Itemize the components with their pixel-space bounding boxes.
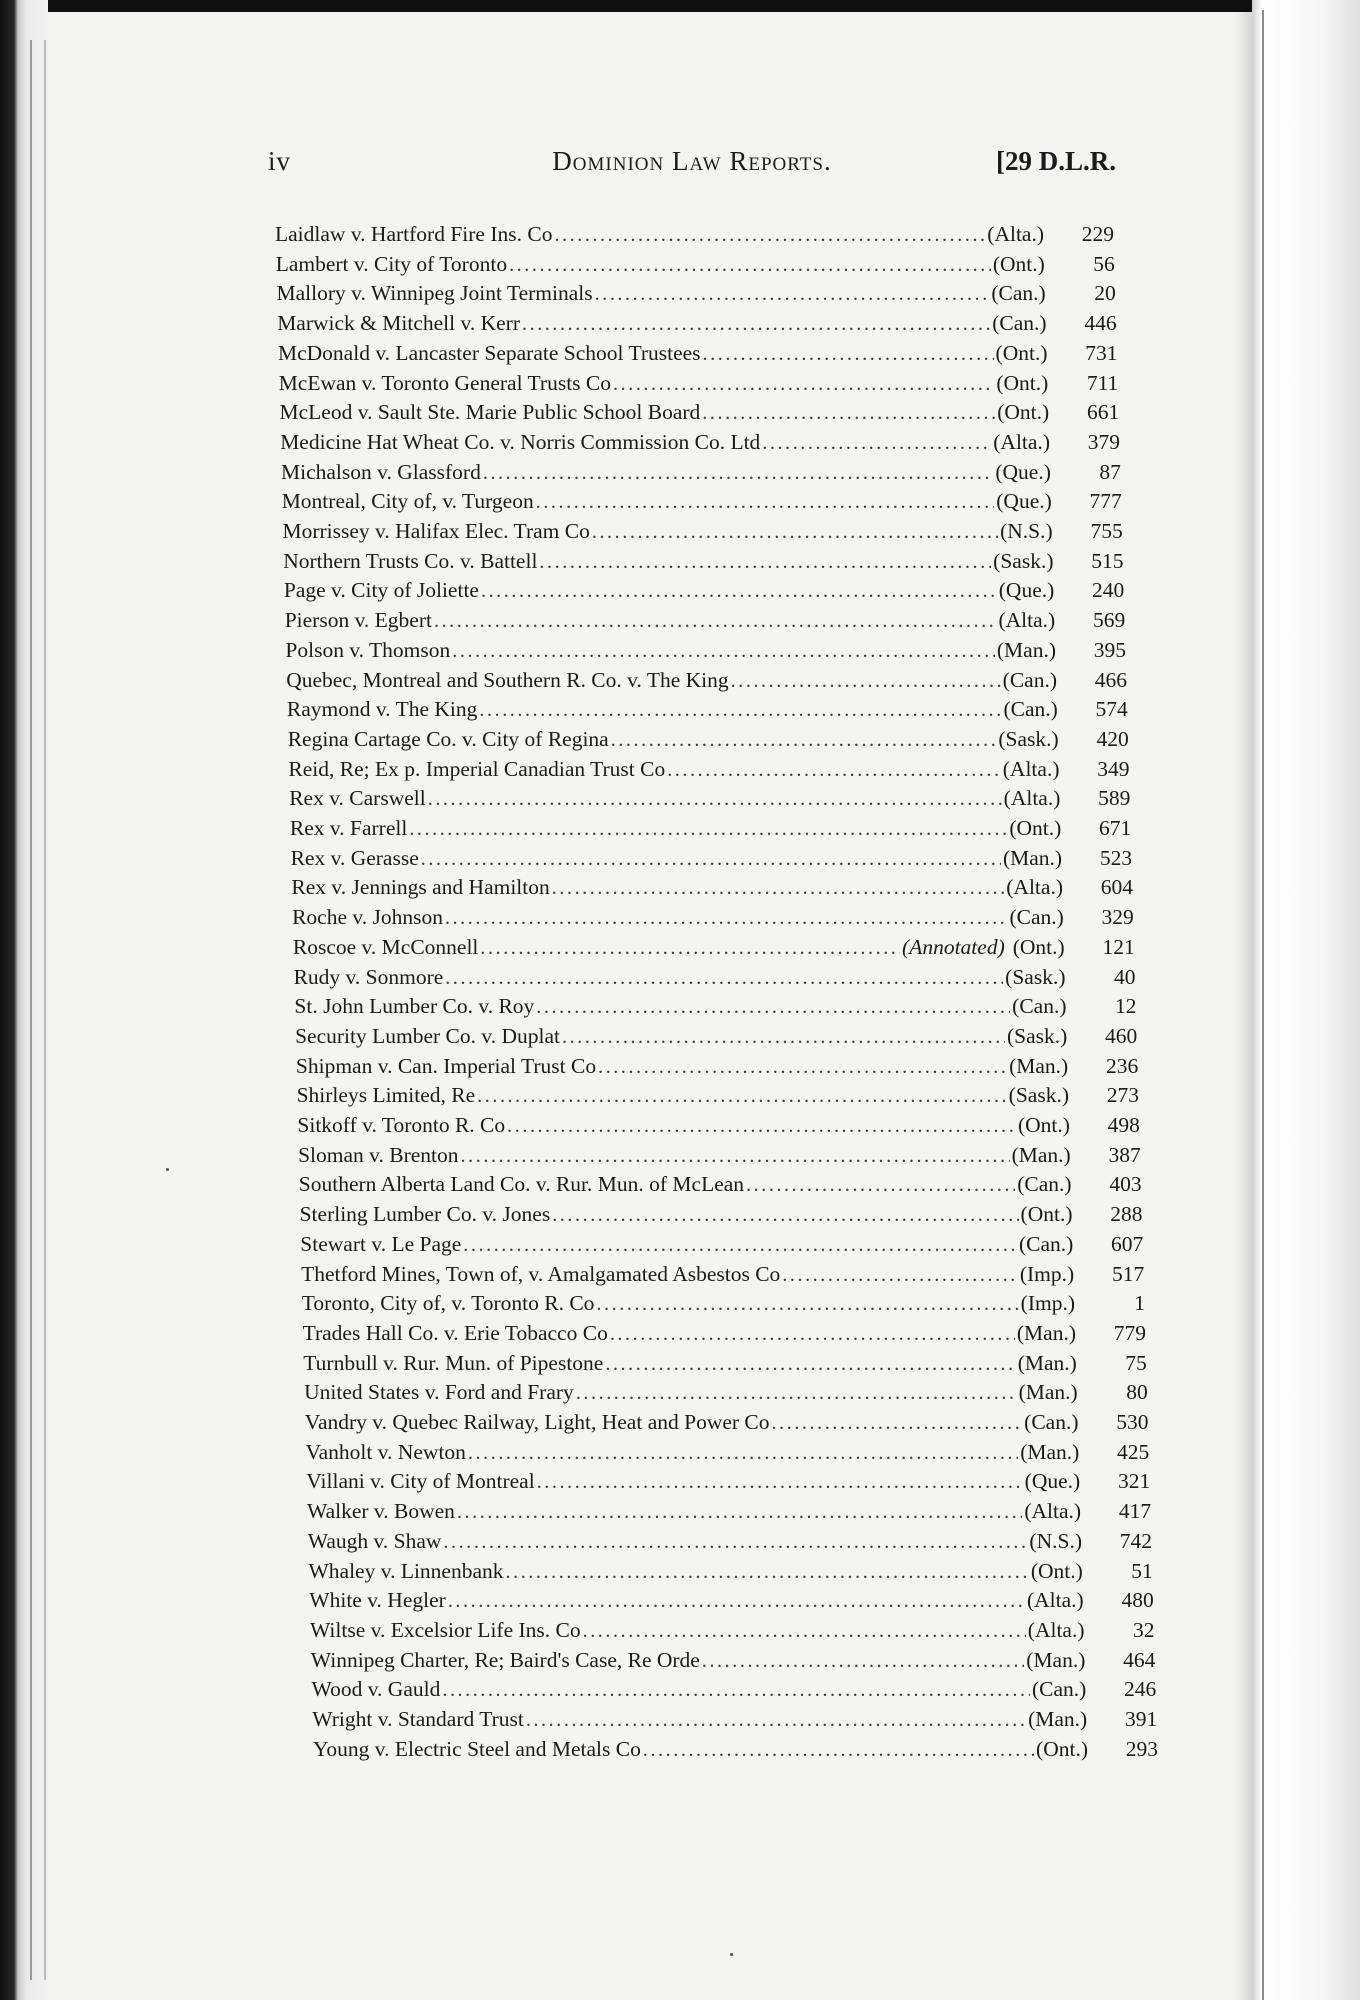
table-row <box>300 1230 1143 1258</box>
page-number: iv <box>268 146 292 176</box>
court-abbreviation: (Que.) <box>996 489 1052 514</box>
report-page-number: 569 <box>1092 608 1126 633</box>
case-name: Regina Cartage Co. v. City of Regina <box>287 726 609 751</box>
report-page-number: 236 <box>1105 1053 1139 1078</box>
table-row <box>278 339 1118 367</box>
volume-label: [29 D.L.R. <box>996 146 1116 176</box>
court-abbreviation: (Imp.) <box>1020 1291 1075 1316</box>
court-abbreviation: (Alta.) <box>1006 875 1063 900</box>
court-abbreviation: (Ont.) <box>1030 1558 1083 1583</box>
court-abbreviation: (Alta.) <box>998 608 1056 633</box>
report-page-number: 742 <box>1119 1528 1152 1553</box>
report-page-number: 604 <box>1100 875 1133 900</box>
case-name: Trades Hall Co. v. Erie Tobacco Co <box>302 1320 608 1345</box>
report-page-number: 574 <box>1095 697 1128 722</box>
case-name: Security Lumber Co. v. Duplat <box>295 1023 561 1048</box>
report-page-number: 240 <box>1092 578 1125 603</box>
dot-leader <box>409 815 1007 843</box>
report-page-number: 671 <box>1099 816 1132 840</box>
dot-leader <box>703 340 994 368</box>
report-page-number: 498 <box>1107 1113 1140 1137</box>
table-row <box>291 873 1133 901</box>
court-abbreviation: (N.S.) <box>1029 1528 1082 1553</box>
dot-leader <box>468 1439 1018 1467</box>
table-row <box>285 636 1126 664</box>
report-page-number: 417 <box>1118 1499 1152 1524</box>
dot-leader <box>442 1676 1030 1704</box>
court-abbreviation: (Alta.) <box>993 429 1050 454</box>
report-page-number: 530 <box>1116 1410 1149 1434</box>
dot-leader <box>552 874 1005 902</box>
report-page-number: 75 <box>1125 1350 1147 1375</box>
dot-leader <box>746 1171 1015 1199</box>
court-abbreviation: (Sask.) <box>1006 1023 1068 1048</box>
dot-leader <box>583 1617 1026 1645</box>
dot-leader <box>772 1409 1023 1437</box>
case-name: Quebec, Montreal and Southern R. Co. v. The King <box>286 667 729 692</box>
case-name: McDonald v. Lancaster Separate School Trustees <box>278 340 701 365</box>
court-abbreviation: (Man.) <box>1018 1380 1078 1405</box>
court-abbreviation: (Ont.) <box>992 251 1045 276</box>
dot-leader <box>461 1142 1010 1170</box>
table-row <box>299 1170 1142 1198</box>
table-row <box>298 1141 1141 1169</box>
report-page-number: 391 <box>1124 1707 1158 1731</box>
dot-leader <box>507 1112 1016 1140</box>
report-page-number: 480 <box>1121 1588 1154 1613</box>
table-row <box>279 369 1119 397</box>
dot-leader <box>598 1053 1007 1081</box>
table-row <box>313 1735 1158 1763</box>
scan-speck <box>166 1168 169 1171</box>
dot-leader <box>526 1706 1026 1734</box>
dot-leader <box>477 1082 1007 1110</box>
case-name: Shipman v. Can. Imperial Trust Co <box>295 1053 597 1078</box>
dot-leader <box>643 1736 1034 1764</box>
table-row <box>301 1260 1144 1288</box>
report-page-number: 464 <box>1123 1647 1156 1672</box>
court-abbreviation: (Imp.) <box>1019 1261 1075 1286</box>
dot-leader <box>448 1587 1025 1615</box>
report-page-number: 466 <box>1094 667 1127 692</box>
court-abbreviation: (Man.) <box>1017 1350 1077 1375</box>
court-abbreviation: (Can.) <box>1017 1172 1072 1197</box>
report-page-number: 321 <box>1117 1469 1151 1494</box>
case-name: St. John Lumber Co. v. Roy <box>294 994 535 1019</box>
court-abbreviation: (Que.) <box>1024 1469 1081 1494</box>
case-name: Thetford Mines, Town of, v. Amalgamated Asbestos Co <box>301 1261 781 1286</box>
court-abbreviation: (Sask.) <box>1008 1083 1069 1108</box>
table-row <box>311 1646 1156 1674</box>
dot-leader <box>731 667 1001 695</box>
case-name: Morrissey v. Halifax Elec. Tram Co <box>282 519 590 543</box>
report-page-number: 446 <box>1084 311 1117 336</box>
dot-leader <box>428 785 1002 813</box>
case-name: Reid, Re; Ex p. Imperial Canadian Trust Co <box>288 756 666 781</box>
case-name: Walker v. Bowen <box>307 1499 455 1524</box>
case-name: White v. Hegler <box>309 1588 446 1613</box>
table-row <box>305 1408 1149 1436</box>
report-page-number: 711 <box>1086 370 1119 395</box>
table-row <box>289 784 1130 812</box>
report-page-number: 403 <box>1109 1172 1142 1197</box>
table-row <box>280 398 1120 426</box>
court-abbreviation: (Ont.) <box>995 340 1048 365</box>
report-page-number: 121 <box>1102 934 1135 959</box>
table-row <box>308 1527 1152 1555</box>
case-name: Sterling Lumber Co. v. Jones <box>299 1202 551 1227</box>
report-page-number: 1 <box>1134 1291 1145 1316</box>
report-page-number: 607 <box>1111 1231 1144 1256</box>
court-abbreviation: (Can.) <box>1018 1231 1074 1256</box>
report-page-number: 755 <box>1090 519 1123 543</box>
table-row <box>304 1378 1148 1406</box>
report-page-number: 387 <box>1108 1142 1141 1167</box>
court-abbreviation: (Alta.) <box>1003 786 1061 811</box>
case-name: Wood v. Gauld <box>311 1677 441 1702</box>
table-row <box>309 1557 1153 1585</box>
case-name: Southern Alberta Land Co. v. Rur. Mun. of McLean <box>298 1172 745 1197</box>
table-row <box>312 1705 1157 1733</box>
report-page-number: 517 <box>1111 1261 1145 1286</box>
court-abbreviation: (Alta.) <box>1002 756 1060 781</box>
case-name: Roche v. Johnson <box>292 905 443 930</box>
report-page-number: 32 <box>1133 1617 1155 1642</box>
case-name: Waugh v. Shaw <box>307 1528 442 1553</box>
dot-leader <box>702 399 995 427</box>
court-abbreviation: (Man.) <box>1009 1053 1069 1078</box>
report-page-number: 20 <box>1094 281 1116 306</box>
court-abbreviation: (Sask.) <box>993 548 1054 573</box>
dot-leader <box>463 1231 1017 1259</box>
table-row <box>294 963 1136 991</box>
case-name: Young v. Electric Steel and Metals Co <box>313 1736 641 1761</box>
report-page-number: 395 <box>1093 637 1126 662</box>
report-page-number: 12 <box>1114 994 1137 1019</box>
court-abbreviation: (Man.) <box>1002 845 1063 870</box>
case-name: Villani v. City of Montreal <box>306 1469 535 1494</box>
table-row <box>302 1289 1145 1317</box>
case-name: United States v. Ford and Frary <box>304 1380 574 1405</box>
court-abbreviation: (Sask.) <box>998 726 1059 751</box>
case-name: Sloman v. Brenton <box>298 1142 459 1167</box>
report-page-number: 349 <box>1097 756 1130 781</box>
dot-leader <box>445 904 1007 932</box>
report-page-number: 460 <box>1105 1023 1138 1048</box>
case-name: Rex v. Farrell <box>289 816 408 840</box>
dot-leader <box>552 1201 1018 1229</box>
dot-leader <box>613 370 994 398</box>
table-row <box>285 606 1126 634</box>
court-abbreviation: (Man.) <box>996 637 1056 662</box>
dot-leader <box>509 251 991 279</box>
case-name: Roscoe v. McConnell <box>292 934 479 959</box>
case-name: Vanholt v. Newton <box>305 1439 466 1464</box>
court-abbreviation: (Can.) <box>1012 994 1067 1019</box>
report-page-number: 379 <box>1087 429 1120 454</box>
case-name: Michalson v. Glassford <box>281 459 481 484</box>
dot-leader <box>536 488 995 516</box>
case-name: McEwan v. Toronto General Trusts Co <box>278 370 612 395</box>
dot-leader <box>605 1350 1015 1378</box>
table-row <box>312 1675 1157 1703</box>
table-row <box>275 220 1114 248</box>
court-abbreviation: (Ont.) <box>1036 1736 1088 1761</box>
table-row <box>293 933 1135 961</box>
case-name: Sitkoff v. Toronto R. Co <box>297 1113 506 1137</box>
table-row <box>297 1081 1139 1109</box>
table-row <box>281 458 1121 486</box>
dot-leader <box>539 548 991 576</box>
table-row <box>307 1497 1151 1525</box>
dot-leader <box>421 845 1001 873</box>
table-row <box>290 814 1131 842</box>
table-row <box>286 666 1127 694</box>
table-row <box>303 1349 1147 1377</box>
dot-leader <box>434 607 996 635</box>
report-page-number: 246 <box>1124 1677 1157 1702</box>
dot-leader <box>610 1320 1015 1348</box>
table-row <box>284 576 1124 604</box>
table-row <box>297 1111 1140 1139</box>
report-page-number: 56 <box>1093 251 1115 276</box>
report-page-number: 515 <box>1091 548 1124 573</box>
court-abbreviation: (Ont.) <box>1020 1202 1073 1227</box>
dot-leader <box>554 221 985 249</box>
table-row <box>287 695 1128 723</box>
report-page-number: 661 <box>1086 400 1120 425</box>
court-abbreviation: (N.S.) <box>1000 519 1053 543</box>
table-row <box>282 487 1122 515</box>
report-page-number: 273 <box>1106 1083 1139 1108</box>
court-abbreviation: (Ont.) <box>1009 816 1062 840</box>
journal-title: Dominion Law Reports. <box>552 146 832 176</box>
dot-leader <box>611 726 997 754</box>
case-name: Mallory v. Winnipeg Joint Terminals <box>276 281 593 306</box>
case-name: Pierson v. Egbert <box>284 608 432 633</box>
dot-leader <box>522 310 990 338</box>
court-abbreviation: (Man.) <box>1011 1142 1071 1167</box>
case-name: Raymond v. The King <box>286 697 478 722</box>
table-row <box>300 1200 1143 1228</box>
court-abbreviation: (Can.) <box>1024 1410 1079 1434</box>
case-name: Page v. City of Joliette <box>283 578 479 603</box>
court-abbreviation: (Ont.) <box>997 400 1050 425</box>
court-abbreviation: (Ont.) <box>1017 1113 1070 1137</box>
court-abbreviation: (Can.) <box>1031 1677 1087 1702</box>
report-page-number: 288 <box>1110 1202 1143 1227</box>
dot-leader <box>592 518 998 546</box>
table-row <box>306 1467 1150 1495</box>
case-note: (Annotated) <box>902 934 1005 959</box>
dot-leader <box>576 1379 1017 1407</box>
court-abbreviation: (Alta.) <box>1027 1617 1085 1642</box>
case-name: McLeod v. Sault Ste. Marie Public School Board <box>279 400 701 425</box>
case-name: Wiltse v. Excelsior Life Ins. Co <box>310 1617 581 1642</box>
report-page-number: 589 <box>1098 786 1131 811</box>
court-abbreviation: (Que.) <box>995 459 1051 484</box>
table-row <box>310 1616 1155 1644</box>
court-abbreviation: (Man.) <box>1020 1439 1080 1464</box>
court-abbreviation: (Man.) <box>1016 1320 1076 1345</box>
report-page-number: 425 <box>1117 1439 1150 1464</box>
table-row <box>294 992 1136 1020</box>
court-abbreviation: (Ont.) <box>996 370 1049 395</box>
report-page-number: 40 <box>1113 964 1136 989</box>
table-row <box>288 725 1129 753</box>
dot-leader <box>457 1498 1022 1526</box>
case-name: Winnipeg Charter, Re; Baird's Case, Re Orde <box>310 1647 700 1672</box>
report-page-number: 731 <box>1085 340 1118 365</box>
court-abbreviation: (Ont.) <box>1012 934 1065 959</box>
dot-leader <box>443 1528 1027 1556</box>
table-row <box>296 1052 1138 1080</box>
dot-leader <box>480 934 900 962</box>
dot-leader <box>702 1647 1024 1675</box>
table-row <box>292 903 1134 931</box>
case-name: Marwick & Mitchell v. Kerr <box>277 311 520 336</box>
table-row <box>276 250 1115 278</box>
court-abbreviation: (Man.) <box>1028 1707 1088 1731</box>
dot-leader <box>596 1290 1018 1318</box>
dot-leader <box>481 577 997 605</box>
case-name: Rex v. Jennings and Hamilton <box>291 875 550 900</box>
dot-leader <box>782 1261 1018 1289</box>
report-page-number: 229 <box>1081 222 1114 246</box>
case-name: Wright v. Standard Trust <box>312 1707 524 1731</box>
dot-leader <box>762 429 991 457</box>
report-page-number: 523 <box>1099 845 1133 870</box>
dot-leader <box>562 1023 1005 1051</box>
dot-leader <box>667 756 1001 784</box>
case-name: Rudy v. Sonmore <box>293 964 444 989</box>
dot-leader <box>537 1468 1023 1496</box>
case-name: Stewart v. Le Page <box>300 1231 462 1256</box>
case-name: Polson v. Thomson <box>285 637 451 662</box>
table-row <box>309 1586 1153 1614</box>
dot-leader <box>479 696 1001 724</box>
case-name: Toronto, City of, v. Toronto R. Co <box>301 1291 595 1316</box>
court-abbreviation: (Que.) <box>998 578 1055 603</box>
case-name: Lambert v. City of Toronto <box>275 251 508 276</box>
table-row <box>306 1438 1150 1466</box>
report-page-number: 329 <box>1101 905 1134 930</box>
report-page-number: 293 <box>1125 1736 1158 1761</box>
scan-speck <box>730 1953 733 1956</box>
court-abbreviation: (Alta.) <box>1024 1499 1082 1524</box>
case-name: Northern Trusts Co. v. Battell <box>283 548 538 573</box>
table-row <box>295 1022 1137 1050</box>
case-name: Rex v. Gerasse <box>290 845 419 870</box>
report-page-number: 779 <box>1113 1320 1146 1345</box>
court-abbreviation: (Alta.) <box>987 222 1044 246</box>
table-row <box>303 1319 1146 1347</box>
court-abbreviation: (Man.) <box>1026 1647 1086 1672</box>
dot-leader <box>506 1558 1029 1586</box>
table-row <box>288 755 1129 783</box>
dot-leader <box>452 637 995 665</box>
table-row <box>291 844 1133 872</box>
table-row <box>283 517 1123 545</box>
court-abbreviation: (Alta.) <box>1026 1588 1084 1613</box>
table-row <box>277 309 1116 337</box>
court-abbreviation: (Can.) <box>992 311 1047 336</box>
table-row <box>280 428 1120 456</box>
court-abbreviation: (Can.) <box>1002 667 1057 692</box>
case-name: Vandry v. Quebec Railway, Light, Heat and Power Co <box>304 1410 770 1434</box>
report-page-number: 420 <box>1096 726 1129 751</box>
court-abbreviation: (Can.) <box>1009 905 1064 930</box>
case-name: Laidlaw v. Hartford Fire Ins. Co <box>275 222 553 246</box>
case-name: Shirleys Limited, Re <box>296 1083 476 1108</box>
dot-leader <box>536 993 1010 1021</box>
court-abbreviation: (Can.) <box>991 281 1046 306</box>
case-name: Whaley v. Linnenbank <box>308 1558 504 1583</box>
court-abbreviation: (Can.) <box>1003 697 1058 722</box>
dot-leader <box>483 459 994 487</box>
case-name: Rex v. Carswell <box>289 786 426 811</box>
case-name: Medicine Hat Wheat Co. v. Norris Commission Co. Ltd <box>280 429 761 454</box>
report-page-number: 80 <box>1126 1380 1148 1405</box>
report-page-number: 777 <box>1089 489 1122 514</box>
table-row <box>283 547 1123 575</box>
table-row <box>277 279 1116 307</box>
court-abbreviation: (Sask.) <box>1005 964 1066 989</box>
report-page-number: 51 <box>1131 1558 1153 1583</box>
dot-leader <box>595 280 990 308</box>
case-name: Turnbull v. Rur. Mun. of Pipestone <box>303 1350 604 1375</box>
case-name: Montreal, City of, v. Turgeon <box>281 489 534 514</box>
dot-leader <box>445 964 1003 992</box>
report-page-number: 87 <box>1099 459 1121 484</box>
